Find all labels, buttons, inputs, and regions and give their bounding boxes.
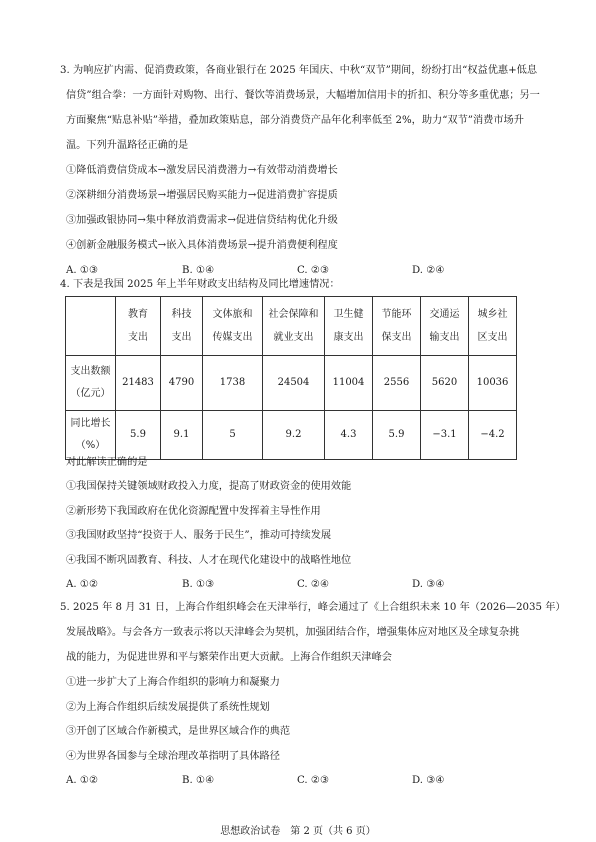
table-cell: 1738	[203, 356, 263, 411]
table-cell: 2556	[373, 356, 421, 411]
q5-item-3: ③开创了区域合作新模式，是世界区域合作的典范	[66, 726, 291, 737]
q5-option-c[interactable]: C. ②③	[297, 775, 330, 786]
q4-options	[66, 580, 546, 594]
q3-item-2: ②深耕细分消费场景→增强居民购买能力→促进消费扩容提质	[66, 190, 338, 201]
table-row-label-growth: 同比增长 （%）	[66, 411, 116, 460]
q5-stem-line-1: 5. 2025 年 8 月 31 日，上海合作组织峰会在天津举行，峰会通过了《上合组织未来 10 年（2026—2035 年）	[60, 602, 566, 613]
table-header-transport: 交通运 输支出	[421, 297, 469, 356]
table-header-education: 教育 支出	[116, 297, 161, 356]
q5-item-1: ①进一步扩大了上海合作组织的影响力和凝聚力	[66, 677, 280, 688]
table-cell: 10036	[469, 356, 517, 411]
table-cell: 9.2	[263, 411, 325, 460]
q4-option-d[interactable]: D. ③④	[412, 579, 445, 590]
table-cell: 11004	[325, 356, 373, 411]
q5-item-4: ④为世界各国参与全球治理改革指明了具体路径	[66, 751, 280, 762]
q3-option-b[interactable]: B. ①④	[182, 265, 215, 276]
q4-intro: 4. 下表是我国 2025 年上半年财政支出结构及同比增速情况：	[60, 279, 340, 290]
table-cell: 24504	[263, 356, 325, 411]
q3-item-1: ①降低消费信贷成本→激发居民消费潜力→有效带动消费增长	[66, 165, 338, 176]
q4-item-1: ①我国保持关键领域财政投入力度，提高了财政资金的使用效能	[66, 481, 352, 492]
table-cell: 21483	[116, 356, 161, 411]
table-cell: 4.3	[325, 411, 373, 460]
q3-option-a[interactable]: A. ①③	[66, 265, 99, 276]
q4-option-b[interactable]: B. ①③	[182, 579, 215, 590]
q5-option-d[interactable]: D. ③④	[412, 775, 445, 786]
table-cell: 5620	[421, 356, 469, 411]
table-cell: 5	[203, 411, 263, 460]
table-header-corner	[66, 297, 116, 356]
table-cell: 5.9	[373, 411, 421, 460]
q5-option-a[interactable]: A. ①②	[66, 775, 99, 786]
q5-stem-line-3: 战的能力，为促进世界和平与繁荣作出更大贡献。上海合作组织天津峰会	[66, 652, 392, 663]
table-header-science: 科技 支出	[161, 297, 203, 356]
page-footer: 思想政治试卷 第 2 页（共 6 页）	[220, 826, 376, 837]
q3-stem-line-3: 方面聚焦“贴息补贴”举措，叠加政策贴息，部分消费贷产品年化利率低至 2%，助力“双节”消费市场升	[66, 115, 524, 126]
table-cell: 4790	[161, 356, 203, 411]
q3-stem-line-1: 3. 为响应扩内需、促消费政策，各商业银行在 2025 年国庆、中秋“双节”期间，纷纷打出“权益优惠+低息	[60, 65, 538, 76]
table-row-label-amount: 支出数额 （亿元）	[66, 356, 116, 411]
q3-stem-line-2: 信贷”组合拳：一方面针对购物、出行、餐饮等消费场景，大幅增加信用卡的折扣、积分等多重优惠；另一	[66, 90, 540, 101]
table-cell: 5.9	[116, 411, 161, 460]
q3-stem-line-4: 温。下列升温路径正确的是	[66, 140, 189, 151]
table-cell: −4.2	[469, 411, 517, 460]
q4-option-c[interactable]: C. ②④	[297, 579, 330, 590]
table-row	[66, 356, 517, 411]
q3-option-c[interactable]: C. ②③	[297, 265, 330, 276]
fiscal-expenditure-table	[65, 296, 517, 460]
table-header-culture: 文体旅和 传媒支出	[203, 297, 263, 356]
table-header-environment: 节能环 保支出	[373, 297, 421, 356]
table-header-social-security: 社会保障和 就业支出	[263, 297, 325, 356]
q3-item-4: ④创新金融服务模式→嵌入具体消费场景→提升消费便利程度	[66, 240, 338, 251]
q4-item-2: ②新形势下我国政府在优化资源配置中发挥着主导性作用	[66, 506, 321, 517]
table-cell: −3.1	[421, 411, 469, 460]
q5-stem-line-2: 发展战略》。与会各方一致表示将以天津峰会为契机，加强团结合作，增强集体应对地区及全球复杂挑	[66, 627, 520, 638]
table-header-urban-rural: 城乡社 区支出	[469, 297, 517, 356]
table-cell: 9.1	[161, 411, 203, 460]
q4-question: 对此解读正确的是	[66, 457, 148, 468]
q4-item-4: ④我国不断巩固教育、科技、人才在现代化建设中的战略性地位	[66, 555, 352, 566]
q4-option-a[interactable]: A. ①②	[66, 579, 99, 590]
q5-option-b[interactable]: B. ①④	[182, 775, 215, 786]
q3-options	[66, 266, 546, 280]
table-header-health: 卫生健 康支出	[325, 297, 373, 356]
q5-options	[66, 776, 546, 790]
q3-option-d[interactable]: D. ②④	[412, 265, 445, 276]
table-header-row	[66, 297, 517, 356]
q3-item-3: ③加强政银协同→集中释放消费需求→促进信贷结构优化升级	[66, 215, 338, 226]
q5-item-2: ②为上海合作组织后续发展提供了系统性规划	[66, 702, 270, 713]
table-row	[66, 411, 517, 460]
q4-item-3: ③我国财政坚持“投资于人、服务于民生”，推动可持续发展	[66, 530, 332, 541]
